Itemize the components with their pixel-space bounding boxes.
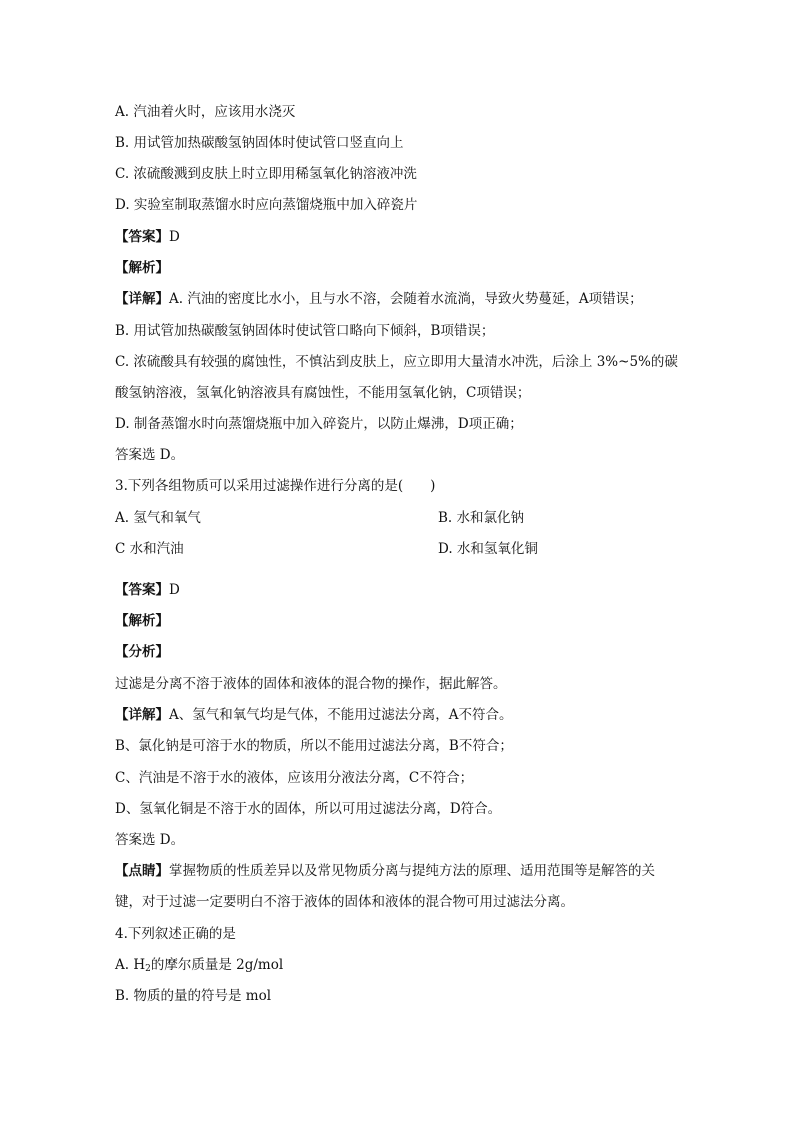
q3-fenxi-text: 过滤是分离不溶于液体的固体和液体的混合物的操作，据此解答。 xyxy=(115,676,507,692)
q4-option-b: B. 物质的量的符号是 mol xyxy=(115,988,272,1004)
option-a-subscript: 2 xyxy=(145,964,151,974)
q2-option-b: B. 用试管加热碳酸氢钠固体时使试管口竖直向上 xyxy=(115,135,404,151)
q2-detail-c-line1: C. 浓硫酸具有较强的腐蚀性，不慎沾到皮肤上，应立即用大量清水冲洗，后涂上 3%~5%的碳 xyxy=(115,354,678,370)
answer-tag: 【答案】 xyxy=(115,229,169,245)
q3-option-d: D. 水和氢氧化铜 xyxy=(438,541,538,557)
detail-tag: 【详解】 xyxy=(115,291,169,307)
q4-stem: 4.下列叙述正确的是 xyxy=(115,926,236,942)
q2-detail-b: B. 用试管加热碳酸氢钠固体时使试管口略向下倾斜，B项错误； xyxy=(115,323,495,339)
q3-option-c: C 水和汽油 xyxy=(115,541,184,557)
option-a-prefix: A. H xyxy=(115,957,146,973)
q3-stem: 3.下列各组物质可以采用过滤操作进行分离的是( ) xyxy=(115,478,436,494)
q2-option-c: C. 浓硫酸溅到皮肤上时立即用稀氢氧化钠溶液冲洗 xyxy=(115,166,417,182)
answer-value: D xyxy=(169,582,180,598)
q2-answer xyxy=(115,227,180,247)
detail-text: A. 汽油的密度比水小，且与水不溶，会随着水流淌，导致火势蔓延，A项错误； xyxy=(169,291,643,307)
q3-analysis-tag: 【解析】 xyxy=(115,613,169,629)
q2-option-d: D. 实验室制取蒸馏水时应向蒸馏烧瓶中加入碎瓷片 xyxy=(115,197,418,213)
q4-option-a xyxy=(115,955,283,979)
q3-option-b: B. 水和氯化钠 xyxy=(438,510,525,526)
q3-detail-a xyxy=(115,705,513,725)
answer-value: D xyxy=(169,229,180,245)
q3-detail-b: B、氯化钠是可溶于水的物质，所以不能用过滤法分离，B不符合； xyxy=(115,738,513,754)
answer-tag: 【答案】 xyxy=(115,582,169,598)
q2-detail-a xyxy=(115,289,643,309)
dianjing-tag: 【点睛】 xyxy=(115,863,169,879)
q2-detail-d: D. 制备蒸馏水时向蒸馏烧瓶中加入碎瓷片，以防止爆沸，D项正确； xyxy=(115,416,523,432)
q3-dianjing-line1 xyxy=(115,861,655,881)
q3-detail-c: C、汽油是不溶于水的液体，应该用分液法分离，C不符合； xyxy=(115,770,474,786)
q2-detail-c-line2: 酸氢钠溶液，氢氧化钠溶液具有腐蚀性，不能用氢氧化钠，C项错误； xyxy=(115,385,531,401)
q2-option-a: A. 汽油着火时，应该用水浇灭 xyxy=(115,104,296,120)
detail-tag: 【详解】 xyxy=(115,707,169,723)
q3-detail-d: D、氢氧化铜是不溶于水的固体，所以可用过滤法分离，D符合。 xyxy=(115,801,502,817)
dianjing-text: 掌握物质的性质差异以及常见物质分离与提纯方法的原理、适用范围等是解答的关 xyxy=(169,863,655,879)
q3-dianjing-line2: 键，对于过滤一定要明白不溶于液体的固体和液体的混合物可用过滤法分离。 xyxy=(115,894,574,910)
q2-conclusion: 答案选 D。 xyxy=(115,447,185,463)
q3-conclusion: 答案选 D。 xyxy=(115,832,185,848)
q2-analysis-tag: 【解析】 xyxy=(115,260,169,276)
q3-answer xyxy=(115,580,180,600)
detail-text: A、氢气和氧气均是气体，不能用过滤法分离，A不符合。 xyxy=(169,707,513,723)
q3-option-a: A. 氢气和氧气 xyxy=(115,510,201,526)
option-a-suffix: 的摩尔质量是 2g/mol xyxy=(150,957,284,973)
q3-fenxi-tag: 【分析】 xyxy=(115,644,169,660)
